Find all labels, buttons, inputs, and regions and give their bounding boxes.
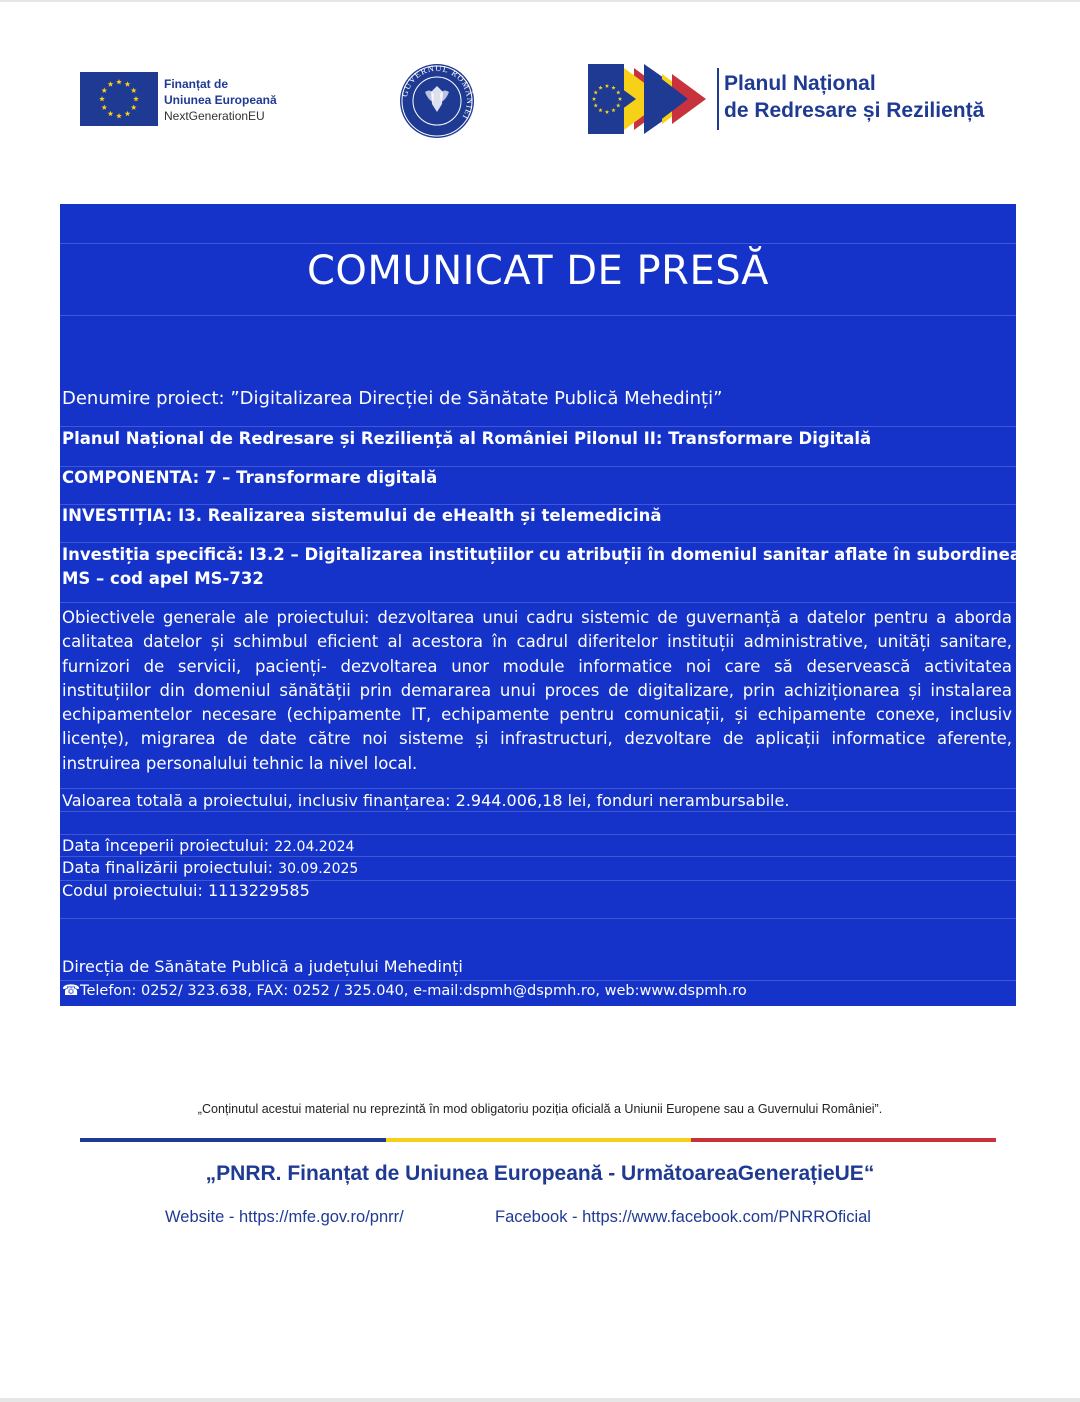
objectives-line: Obiectivele generale ale proiectului: dezvoltarea unui cadru sistemic de guvernanță a datelor pentru a aborda — [62, 608, 1012, 627]
objectives-line: furnizori de servicii, pacienți- dezvoltarea unor module informatice noi care să deservească activitatea — [62, 656, 1012, 676]
row-divider — [60, 243, 1016, 244]
top-border — [0, 0, 1080, 2]
pnrr-logo-line2: de Redresare și Reziliență — [724, 99, 985, 122]
end-date-value: 30.09.2025 — [278, 861, 359, 877]
objectives-line: licențe), migrarea de date către noi sisteme și infrastructuri, dezvoltare de aplicații informatice aferente, — [62, 729, 1012, 749]
institution-name: Direcția de Sănătate Publică a județului Mehedinți — [62, 957, 463, 976]
pnrr-divider — [717, 68, 719, 130]
end-date-row — [62, 858, 358, 877]
eu-logo-line3: NextGenerationEU — [164, 109, 265, 123]
objectives-line: echipamentelor necesare (echipamente IT, echipamente pentru comunicații, și echipamente conexe, inclusiv — [62, 705, 1012, 725]
specific-investment-line1: Investiția specifică: I3.2 – Digitalizarea instituțiilor cu atribuții în domeniul sanitar aflate în subordinea — [62, 545, 1021, 564]
row-divider — [60, 466, 1016, 467]
project-name: Denumire proiect: ”Digitalizarea Direcției de Sănătate Publică Mehedinți” — [62, 388, 723, 409]
seal-ring-text: GUVERNUL ROMÂNIEI — [399, 62, 476, 122]
pnrr-logo — [588, 64, 1008, 134]
bottom-border — [0, 1398, 1080, 1402]
start-date-row — [62, 836, 354, 855]
project-code: Codul proiectului: 1113229585 — [62, 881, 310, 900]
eu-logo-line2: Uniunea Europeană — [164, 93, 277, 107]
objectives-line: instituțiilor din domeniul sănătății prin demararea unui proces de digitalizare, prin achiziționarea și instalarea — [62, 680, 1012, 700]
pnrr-logo-line1: Planul Național — [724, 72, 876, 95]
eu-funding-logo — [80, 72, 290, 128]
row-divider — [60, 980, 1016, 981]
press-release-panel — [60, 204, 1021, 1006]
facebook-link[interactable]: Facebook - https://www.facebook.com/PNRROficial — [495, 1208, 871, 1226]
disclaimer-text: „Conținutul acestui material nu reprezintă în mod obligatoriu poziția oficială a Uniunii Europene sau a Guvernului României”. — [197, 1102, 883, 1116]
eu-flag-icon — [80, 72, 158, 126]
row-divider — [60, 426, 1016, 427]
row-divider — [60, 856, 1016, 857]
website-link[interactable]: Website - https://mfe.gov.ro/pnrr/ — [165, 1208, 404, 1226]
total-value: Valoarea totală a proiectului, inclusiv finanțarea: 2.944.006,18 lei, fonduri nerambursabile. — [62, 791, 790, 810]
row-divider — [60, 811, 1016, 812]
objectives-paragraph — [62, 606, 1012, 776]
specific-investment-line2: MS – cod apel MS-732 — [62, 569, 264, 588]
pnrr-slogan: „PNRR. Finanțat de Uniunea Europeană - UrmătoareaGenerațieUE“ — [205, 1162, 875, 1185]
press-release-title: COMUNICAT DE PRESĂ — [307, 248, 769, 294]
contact-line: ☎Telefon: 0252/ 323.638, FAX: 0252 / 325.040, e-mail:dspmh@dspmh.ro, web:www.dspmh.ro — [62, 983, 747, 999]
eu-logo-line1: Finanțat de — [164, 77, 229, 91]
row-divider — [60, 788, 1016, 789]
investment-line: INVESTIȚIA: I3. Realizarea sistemului de eHealth și telemedicină — [62, 506, 662, 525]
row-divider — [60, 602, 1016, 603]
objectives-line: calitatea datelor și schimbul eficient al acestora în cadrul diferitelor instituții administrative, unități sanitare, — [62, 632, 1012, 652]
row-divider — [60, 542, 1016, 543]
start-date-label: Data începerii proiectului: — [62, 836, 270, 855]
row-divider — [60, 918, 1016, 919]
row-divider — [60, 504, 1016, 505]
row-divider — [60, 834, 1016, 835]
end-date-label: Data finalizării proiectului: — [62, 858, 274, 877]
component-line: COMPONENTA: 7 – Transformare digitală — [62, 468, 438, 487]
start-date-value: 22.04.2024 — [274, 839, 355, 855]
government-seal-icon — [398, 62, 476, 140]
tricolor-divider — [80, 1138, 996, 1142]
objectives-line: instruirea personalului tehnic la nivel local. — [62, 753, 418, 773]
row-divider — [60, 315, 1016, 316]
plan-pillar-line: Planul Național de Redresare și Reziliență al României Pilonul II: Transformare Digitală — [62, 429, 872, 448]
pnrr-flag-arrow-icon — [588, 64, 714, 134]
